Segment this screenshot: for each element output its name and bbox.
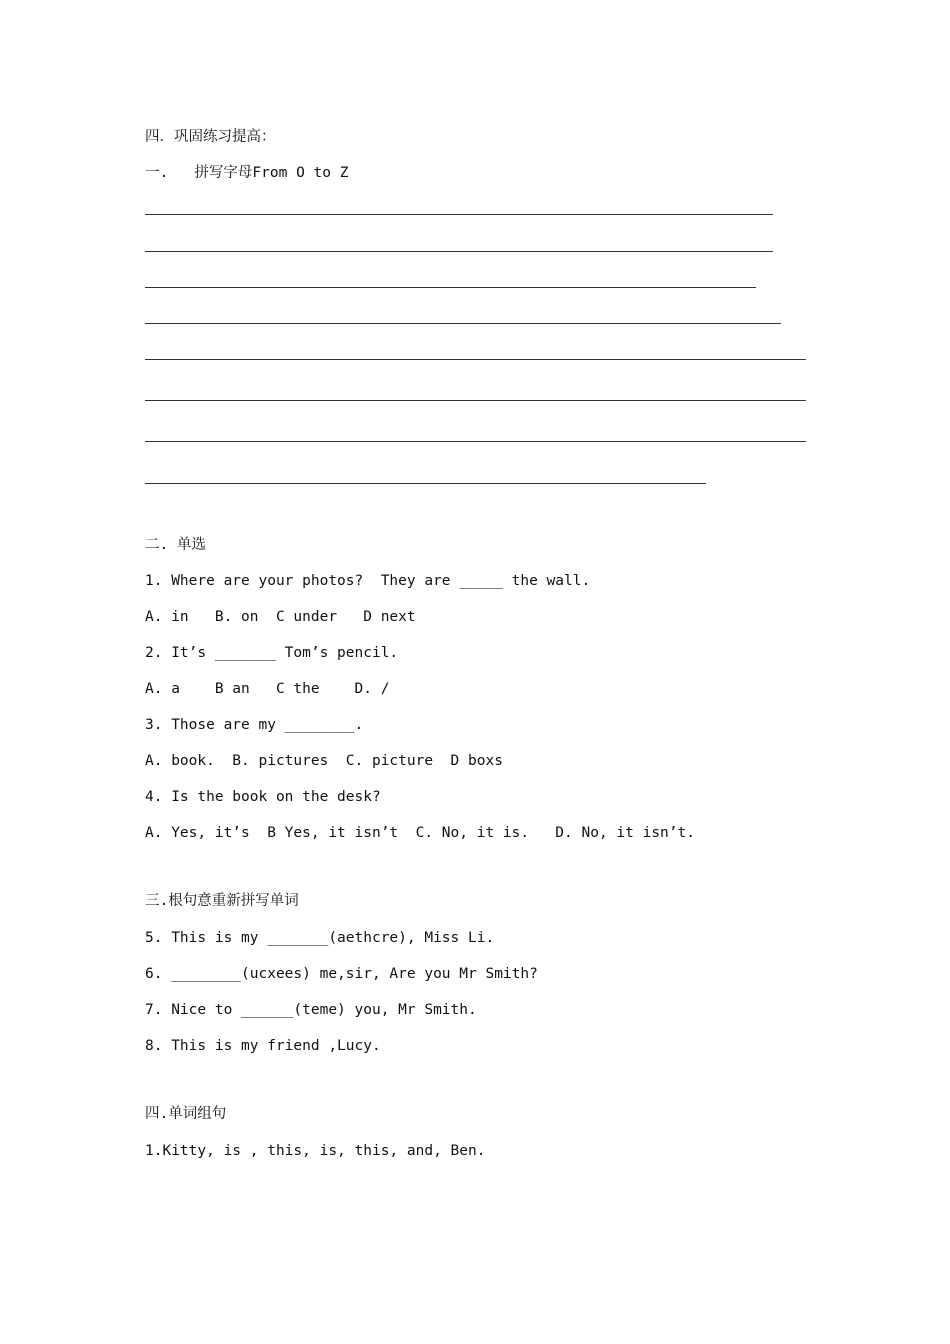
question-line: 4. Is the book on the desk?: [145, 789, 381, 805]
options-line: A. Yes, it’s B Yes, it isn’t C. No, it is. D. No, it isn’t.: [145, 825, 695, 841]
section-one-heading: 一. 拼写字母From O to Z: [145, 165, 349, 181]
writing-line[interactable]: [145, 323, 781, 324]
options-line: A. a B an C the D. /: [145, 681, 390, 697]
writing-line[interactable]: [145, 214, 773, 215]
section-four-sub-heading: 四.单词组句: [145, 1106, 227, 1122]
question-line: 2. It’s _______ Tom’s pencil.: [145, 645, 399, 661]
section-three-heading: 三.根句意重新拼写单词: [145, 893, 299, 909]
question-line: 1. Where are your photos? They are _____ the wall.: [145, 573, 591, 589]
question-line: 5. This is my _______(aethcre), Miss Li.: [145, 930, 495, 946]
options-line: A. in B. on C under D next: [145, 609, 416, 625]
question-line: 3. Those are my ________.: [145, 717, 364, 733]
writing-line[interactable]: [145, 441, 806, 442]
question-line: 1.Kitty, is , this, is, this, and, Ben.: [145, 1143, 486, 1159]
writing-line[interactable]: [145, 483, 706, 484]
writing-line[interactable]: [145, 287, 756, 288]
options-line: A. book. B. pictures C. picture D boxs: [145, 753, 503, 769]
writing-line[interactable]: [145, 400, 806, 401]
section-two-heading: 二. 单选: [145, 537, 206, 553]
writing-line[interactable]: [145, 251, 773, 252]
writing-line[interactable]: [145, 359, 806, 360]
question-line: 8. This is my friend ,Lucy.: [145, 1038, 381, 1054]
section-four-heading: 四．巩固练习提高：: [145, 129, 276, 145]
question-line: 6. ________(ucxees) me,sir, Are you Mr Smith?: [145, 966, 538, 982]
question-line: 7. Nice to ______(teme) you, Mr Smith.: [145, 1002, 477, 1018]
